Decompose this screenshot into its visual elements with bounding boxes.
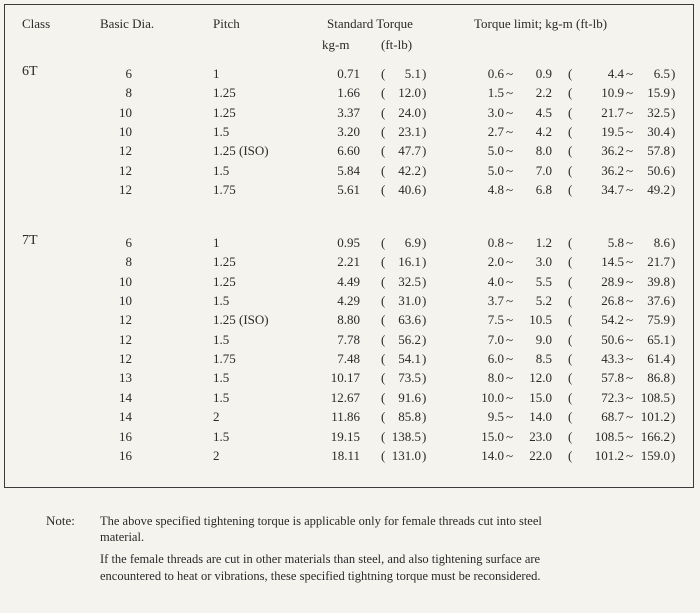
cell-torque-ftlb-value: 23.1	[398, 124, 421, 139]
table-row: 13 1.5 10.17 ( 73.5 ) 8.0 ~ 12.0 ( 57.8 ~ 86.8 )	[0, 370, 700, 388]
tilde-separator: ~	[506, 370, 514, 385]
cell-limit-low-ftlb-value: 57.8	[601, 370, 624, 385]
cell-pitch: 1.5	[213, 124, 230, 139]
cell-limit-high-kgm: 8.0	[535, 143, 552, 158]
cell-limit-high-ftlb-value: 21.7	[647, 254, 670, 269]
cell-torque-kgm: 5.61	[337, 182, 360, 197]
tilde-separator: ~	[506, 390, 514, 405]
cell-limit-low-kgm: 3.0	[487, 105, 504, 120]
cell-torque-ftlb-value: 56.2	[398, 332, 421, 347]
cell-limit-low-ftlb-value: 68.7	[601, 409, 624, 424]
cell-basic-dia: 10	[119, 105, 132, 120]
cell-limit-high-ftlb-value: 50.6	[647, 163, 670, 178]
table-row: 12 1.25 (ISO) 6.60 ( 47.7 ) 5.0 ~ 8.0 ( 36.2 ~ 57.8 )	[0, 143, 700, 161]
cell-torque-ftlb-value: 16.1	[398, 254, 421, 269]
cell-limit-high-ftlb-value: 30.4	[647, 124, 670, 139]
cell-limit-high-kgm: 0.9	[535, 66, 552, 81]
note-line-1: The above specified tightening torque is applicable only for female threads cut into steel	[100, 514, 542, 528]
class-label-6t: 6T	[22, 64, 38, 79]
cell-limit-low-kgm: 3.7	[487, 293, 504, 308]
cell-limit-low-ftlb-value: 54.2	[601, 312, 624, 327]
cell-torque-ftlb-value: 85.8	[398, 409, 421, 424]
cell-torque-kgm: 18.11	[331, 448, 360, 463]
cell-limit-low-kgm: 5.0	[487, 163, 504, 178]
cell-pitch: 1.25	[213, 274, 236, 289]
cell-basic-dia: 16	[119, 429, 132, 444]
note-label: Note:	[46, 513, 75, 528]
cell-limit-low-ftlb-value: 14.5	[601, 254, 624, 269]
cell-limit-low-ftlb-value: 28.9	[601, 274, 624, 289]
cell-pitch: 1.25	[213, 105, 236, 120]
cell-torque-ftlb-value: 131.0	[391, 448, 421, 463]
cell-limit-high-ftlb-value: 15.9	[647, 85, 670, 100]
cell-torque-ftlb-value: 31.0	[398, 293, 421, 308]
header-unit-ftlb: (ft-lb)	[381, 37, 413, 52]
cell-limit-high-kgm: 23.0	[529, 429, 552, 444]
cell-torque-ftlb-value: 24.0	[398, 105, 421, 120]
cell-torque-kgm: 10.17	[330, 370, 360, 385]
cell-pitch: 1.5	[213, 293, 230, 308]
cell-basic-dia: 14	[119, 390, 132, 405]
cell-limit-low-kgm: 2.0	[487, 254, 504, 269]
cell-limit-high-ftlb-value: 32.5	[647, 105, 670, 120]
table-row: 16 1.5 19.15 ( 138.5 ) 15.0 ~ 23.0 ( 108.5 ~ 166.2 )	[0, 429, 700, 447]
header-standard-torque: Standard Torque	[327, 16, 413, 31]
cell-limit-low-ftlb-value: 36.2	[601, 163, 624, 178]
cell-limit-high-kgm: 7.0	[535, 163, 552, 178]
tilde-separator: ~	[506, 429, 514, 444]
tilde-separator: ~	[506, 124, 514, 139]
tilde-separator: ~	[506, 448, 514, 463]
note-line-4: encountered to heat or vibrations, these specified tightning torque must be reconsidered.	[100, 569, 541, 583]
cell-limit-high-ftlb-value: 8.6	[653, 235, 670, 250]
tilde-separator: ~	[506, 312, 514, 327]
tilde-separator: ~	[506, 274, 514, 289]
cell-pitch: 1.25 (ISO)	[213, 143, 269, 158]
cell-limit-high-ftlb-value: 61.4	[647, 351, 670, 366]
cell-limit-high-ftlb-value: 75.9	[647, 312, 670, 327]
cell-pitch: 1.25	[213, 254, 236, 269]
table-row: 12 1.75 7.48 ( 54.1 ) 6.0 ~ 8.5 ( 43.3 ~ 61.4 )	[0, 351, 700, 369]
cell-basic-dia: 13	[119, 370, 132, 385]
cell-limit-low-ftlb-value: 5.8	[607, 235, 624, 250]
cell-torque-ftlb-value: 138.5	[391, 429, 421, 444]
cell-limit-low-ftlb-value: 10.9	[601, 85, 624, 100]
cell-limit-low-kgm: 4.0	[487, 274, 504, 289]
cell-torque-ftlb-value: 91.6	[398, 390, 421, 405]
cell-torque-kgm: 7.78	[337, 332, 360, 347]
cell-limit-high-ftlb-value: 159.0	[640, 448, 670, 463]
cell-torque-kgm: 4.29	[337, 293, 360, 308]
cell-limit-low-kgm: 2.7	[487, 124, 504, 139]
cell-torque-kgm: 3.37	[337, 105, 360, 120]
cell-limit-low-ftlb-value: 50.6	[601, 332, 624, 347]
cell-basic-dia: 16	[119, 448, 132, 463]
cell-torque-ftlb-value: 54.1	[398, 351, 421, 366]
cell-limit-low-kgm: 0.6	[487, 66, 504, 81]
table-row: 12 1.25 (ISO) 8.80 ( 63.6 ) 7.5 ~ 10.5 ( 54.2 ~ 75.9 )	[0, 312, 700, 330]
cell-limit-low-kgm: 6.0	[487, 351, 504, 366]
tilde-separator: ~	[506, 66, 514, 81]
tilde-separator: ~	[506, 351, 514, 366]
cell-limit-low-ftlb-value: 36.2	[601, 143, 624, 158]
cell-limit-high-kgm: 2.2	[535, 85, 552, 100]
cell-limit-high-ftlb-value: 6.5	[653, 66, 670, 81]
cell-torque-ftlb-value: 63.6	[398, 312, 421, 327]
cell-torque-kgm: 0.95	[337, 235, 360, 250]
cell-torque-ftlb-value: 5.1	[404, 66, 421, 81]
cell-basic-dia: 10	[119, 274, 132, 289]
cell-torque-kgm: 6.60	[337, 143, 360, 158]
cell-pitch: 1.75	[213, 351, 236, 366]
cell-limit-high-kgm: 12.0	[529, 370, 552, 385]
cell-limit-high-kgm: 10.5	[529, 312, 552, 327]
cell-torque-kgm: 4.49	[337, 274, 360, 289]
cell-pitch: 1.5	[213, 370, 230, 385]
cell-limit-high-kgm: 4.5	[535, 105, 552, 120]
cell-limit-high-kgm: 4.2	[535, 124, 552, 139]
header-torque-limit: Torque limit; kg-m (ft-lb)	[474, 16, 608, 31]
cell-limit-low-ftlb-value: 19.5	[601, 124, 624, 139]
cell-pitch: 1.5	[213, 390, 230, 405]
note-line-3: If the female threads are cut in other materials than steel, and also tightening surface are	[100, 552, 541, 566]
cell-torque-kgm: 3.20	[337, 124, 360, 139]
cell-limit-high-ftlb-value: 39.8	[647, 274, 670, 289]
cell-limit-high-ftlb-value: 37.6	[647, 293, 670, 308]
cell-limit-high-ftlb-value: 65.1	[647, 332, 670, 347]
cell-pitch: 1.75	[213, 182, 236, 197]
cell-limit-high-kgm: 14.0	[529, 409, 552, 424]
cell-limit-high-kgm: 5.5	[535, 274, 552, 289]
cell-limit-high-kgm: 6.8	[535, 182, 552, 197]
cell-limit-low-kgm: 9.5	[487, 409, 504, 424]
cell-torque-kgm: 7.48	[337, 351, 360, 366]
cell-limit-high-kgm: 8.5	[535, 351, 552, 366]
table-row: 16 2 18.11 ( 131.0 ) 14.0 ~ 22.0 ( 101.2 ~ 159.0 )	[0, 448, 700, 466]
cell-basic-dia: 12	[119, 332, 132, 347]
cell-torque-ftlb-value: 42.2	[398, 163, 421, 178]
cell-limit-low-kgm: 7.5	[487, 312, 504, 327]
cell-limit-low-kgm: 0.8	[487, 235, 504, 250]
cell-torque-kgm: 12.67	[330, 390, 360, 405]
tilde-separator: ~	[506, 332, 514, 347]
cell-limit-high-kgm: 9.0	[535, 332, 552, 347]
cell-torque-ftlb-value: 47.7	[398, 143, 421, 158]
cell-torque-kgm: 8.80	[337, 312, 360, 327]
cell-basic-dia: 10	[119, 293, 132, 308]
cell-torque-kgm: 5.84	[337, 163, 360, 178]
cell-limit-high-kgm: 15.0	[529, 390, 552, 405]
cell-torque-kgm: 0.71	[337, 66, 360, 81]
tilde-separator: ~	[506, 293, 514, 308]
cell-limit-high-kgm: 1.2	[535, 235, 552, 250]
cell-limit-low-ftlb-value: 72.3	[601, 390, 624, 405]
tilde-separator: ~	[506, 254, 514, 269]
cell-limit-high-kgm: 5.2	[535, 293, 552, 308]
cell-torque-ftlb-value: 40.6	[398, 182, 421, 197]
cell-limit-low-kgm: 10.0	[481, 390, 504, 405]
tilde-separator: ~	[506, 409, 514, 424]
cell-basic-dia: 12	[119, 312, 132, 327]
cell-limit-low-ftlb-value: 21.7	[601, 105, 624, 120]
cell-basic-dia: 14	[119, 409, 132, 424]
cell-torque-kgm: 19.15	[330, 429, 360, 444]
header-basic-dia: Basic Dia.	[100, 16, 155, 31]
cell-pitch: 1	[213, 66, 220, 81]
table-row: 10 1.5 4.29 ( 31.0 ) 3.7 ~ 5.2 ( 26.8 ~ 37.6 )	[0, 293, 700, 311]
cell-pitch: 1	[213, 235, 220, 250]
header-class: Class	[22, 16, 51, 31]
table-row: 14 2 11.86 ( 85.8 ) 9.5 ~ 14.0 ( 68.7 ~ 101.2 )	[0, 409, 700, 427]
cell-limit-high-ftlb-value: 108.5	[640, 390, 670, 405]
cell-basic-dia: 12	[119, 143, 132, 158]
table-row: 6 1 0.71 ( 5.1 ) 0.6 ~ 0.9 ( 4.4 ~ 6.5 )	[0, 66, 700, 84]
cell-pitch: 1.5	[213, 429, 230, 444]
tilde-separator: ~	[506, 163, 514, 178]
cell-limit-high-ftlb-value: 86.8	[647, 370, 670, 385]
class-label-7t: 7T	[22, 233, 38, 248]
cell-basic-dia: 12	[119, 351, 132, 366]
cell-torque-ftlb-value: 6.9	[404, 235, 421, 250]
cell-torque-kgm: 1.66	[337, 85, 360, 100]
table-row: 10 1.25 4.49 ( 32.5 ) 4.0 ~ 5.5 ( 28.9 ~ 39.8 )	[0, 274, 700, 292]
tilde-separator: ~	[506, 85, 514, 100]
cell-limit-high-ftlb-value: 49.2	[647, 182, 670, 197]
cell-limit-low-kgm: 14.0	[481, 448, 504, 463]
header-unit-kgm: kg-m	[322, 37, 350, 52]
cell-basic-dia: 6	[125, 66, 132, 81]
table-row: 14 1.5 12.67 ( 91.6 ) 10.0 ~ 15.0 ( 72.3 ~ 108.5 )	[0, 390, 700, 408]
table-row: 6 1 0.95 ( 6.9 ) 0.8 ~ 1.2 ( 5.8 ~ 8.6 )	[0, 235, 700, 253]
cell-limit-low-ftlb-value: 101.2	[594, 448, 624, 463]
cell-pitch: 1.5	[213, 332, 230, 347]
table-row: 8 1.25 2.21 ( 16.1 ) 2.0 ~ 3.0 ( 14.5 ~ 21.7 )	[0, 254, 700, 272]
cell-torque-ftlb-value: 32.5	[398, 274, 421, 289]
tilde-separator: ~	[506, 143, 514, 158]
cell-limit-high-kgm: 3.0	[535, 254, 552, 269]
cell-limit-low-kgm: 8.0	[487, 370, 504, 385]
cell-limit-high-ftlb-value: 166.2	[640, 429, 670, 444]
cell-basic-dia: 8	[125, 254, 132, 269]
cell-limit-low-kgm: 7.0	[487, 332, 504, 347]
cell-pitch: 2	[213, 448, 220, 463]
cell-limit-low-kgm: 15.0	[481, 429, 504, 444]
cell-limit-low-ftlb-value: 26.8	[601, 293, 624, 308]
cell-limit-low-kgm: 1.5	[487, 85, 504, 100]
cell-torque-ftlb-value: 73.5	[398, 370, 421, 385]
cell-basic-dia: 6	[125, 235, 132, 250]
cell-limit-low-kgm: 4.8	[487, 182, 504, 197]
table-row: 12 1.5 7.78 ( 56.2 ) 7.0 ~ 9.0 ( 50.6 ~ 65.1 )	[0, 332, 700, 350]
cell-limit-high-kgm: 22.0	[529, 448, 552, 463]
cell-pitch: 1.25 (ISO)	[213, 312, 269, 327]
cell-basic-dia: 12	[119, 182, 132, 197]
cell-pitch: 2	[213, 409, 220, 424]
table-row: 10 1.5 3.20 ( 23.1 ) 2.7 ~ 4.2 ( 19.5 ~ 30.4 )	[0, 124, 700, 142]
cell-torque-kgm: 11.86	[331, 409, 360, 424]
tilde-separator: ~	[506, 105, 514, 120]
header-pitch: Pitch	[213, 16, 240, 31]
cell-limit-low-ftlb-value: 43.3	[601, 351, 624, 366]
cell-basic-dia: 8	[125, 85, 132, 100]
cell-limit-high-ftlb-value: 57.8	[647, 143, 670, 158]
table-row: 12 1.5 5.84 ( 42.2 ) 5.0 ~ 7.0 ( 36.2 ~ 50.6 )	[0, 163, 700, 181]
cell-limit-low-ftlb-value: 34.7	[601, 182, 624, 197]
cell-basic-dia: 12	[119, 163, 132, 178]
cell-pitch: 1.25	[213, 85, 236, 100]
cell-limit-low-kgm: 5.0	[487, 143, 504, 158]
table-row: 8 1.25 1.66 ( 12.0 ) 1.5 ~ 2.2 ( 10.9 ~ 15.9 )	[0, 85, 700, 103]
table-row: 10 1.25 3.37 ( 24.0 ) 3.0 ~ 4.5 ( 21.7 ~ 32.5 )	[0, 105, 700, 123]
cell-torque-kgm: 2.21	[337, 254, 360, 269]
note-line-2: material.	[100, 530, 145, 544]
cell-limit-high-ftlb-value: 101.2	[640, 409, 670, 424]
table-row: 12 1.75 5.61 ( 40.6 ) 4.8 ~ 6.8 ( 34.7 ~ 49.2 )	[0, 182, 700, 200]
cell-pitch: 1.5	[213, 163, 230, 178]
cell-torque-ftlb-value: 12.0	[398, 85, 421, 100]
tilde-separator: ~	[506, 235, 514, 250]
cell-basic-dia: 10	[119, 124, 132, 139]
cell-limit-low-ftlb-value: 108.5	[594, 429, 624, 444]
tilde-separator: ~	[506, 182, 514, 197]
cell-limit-low-ftlb-value: 4.4	[607, 66, 624, 81]
